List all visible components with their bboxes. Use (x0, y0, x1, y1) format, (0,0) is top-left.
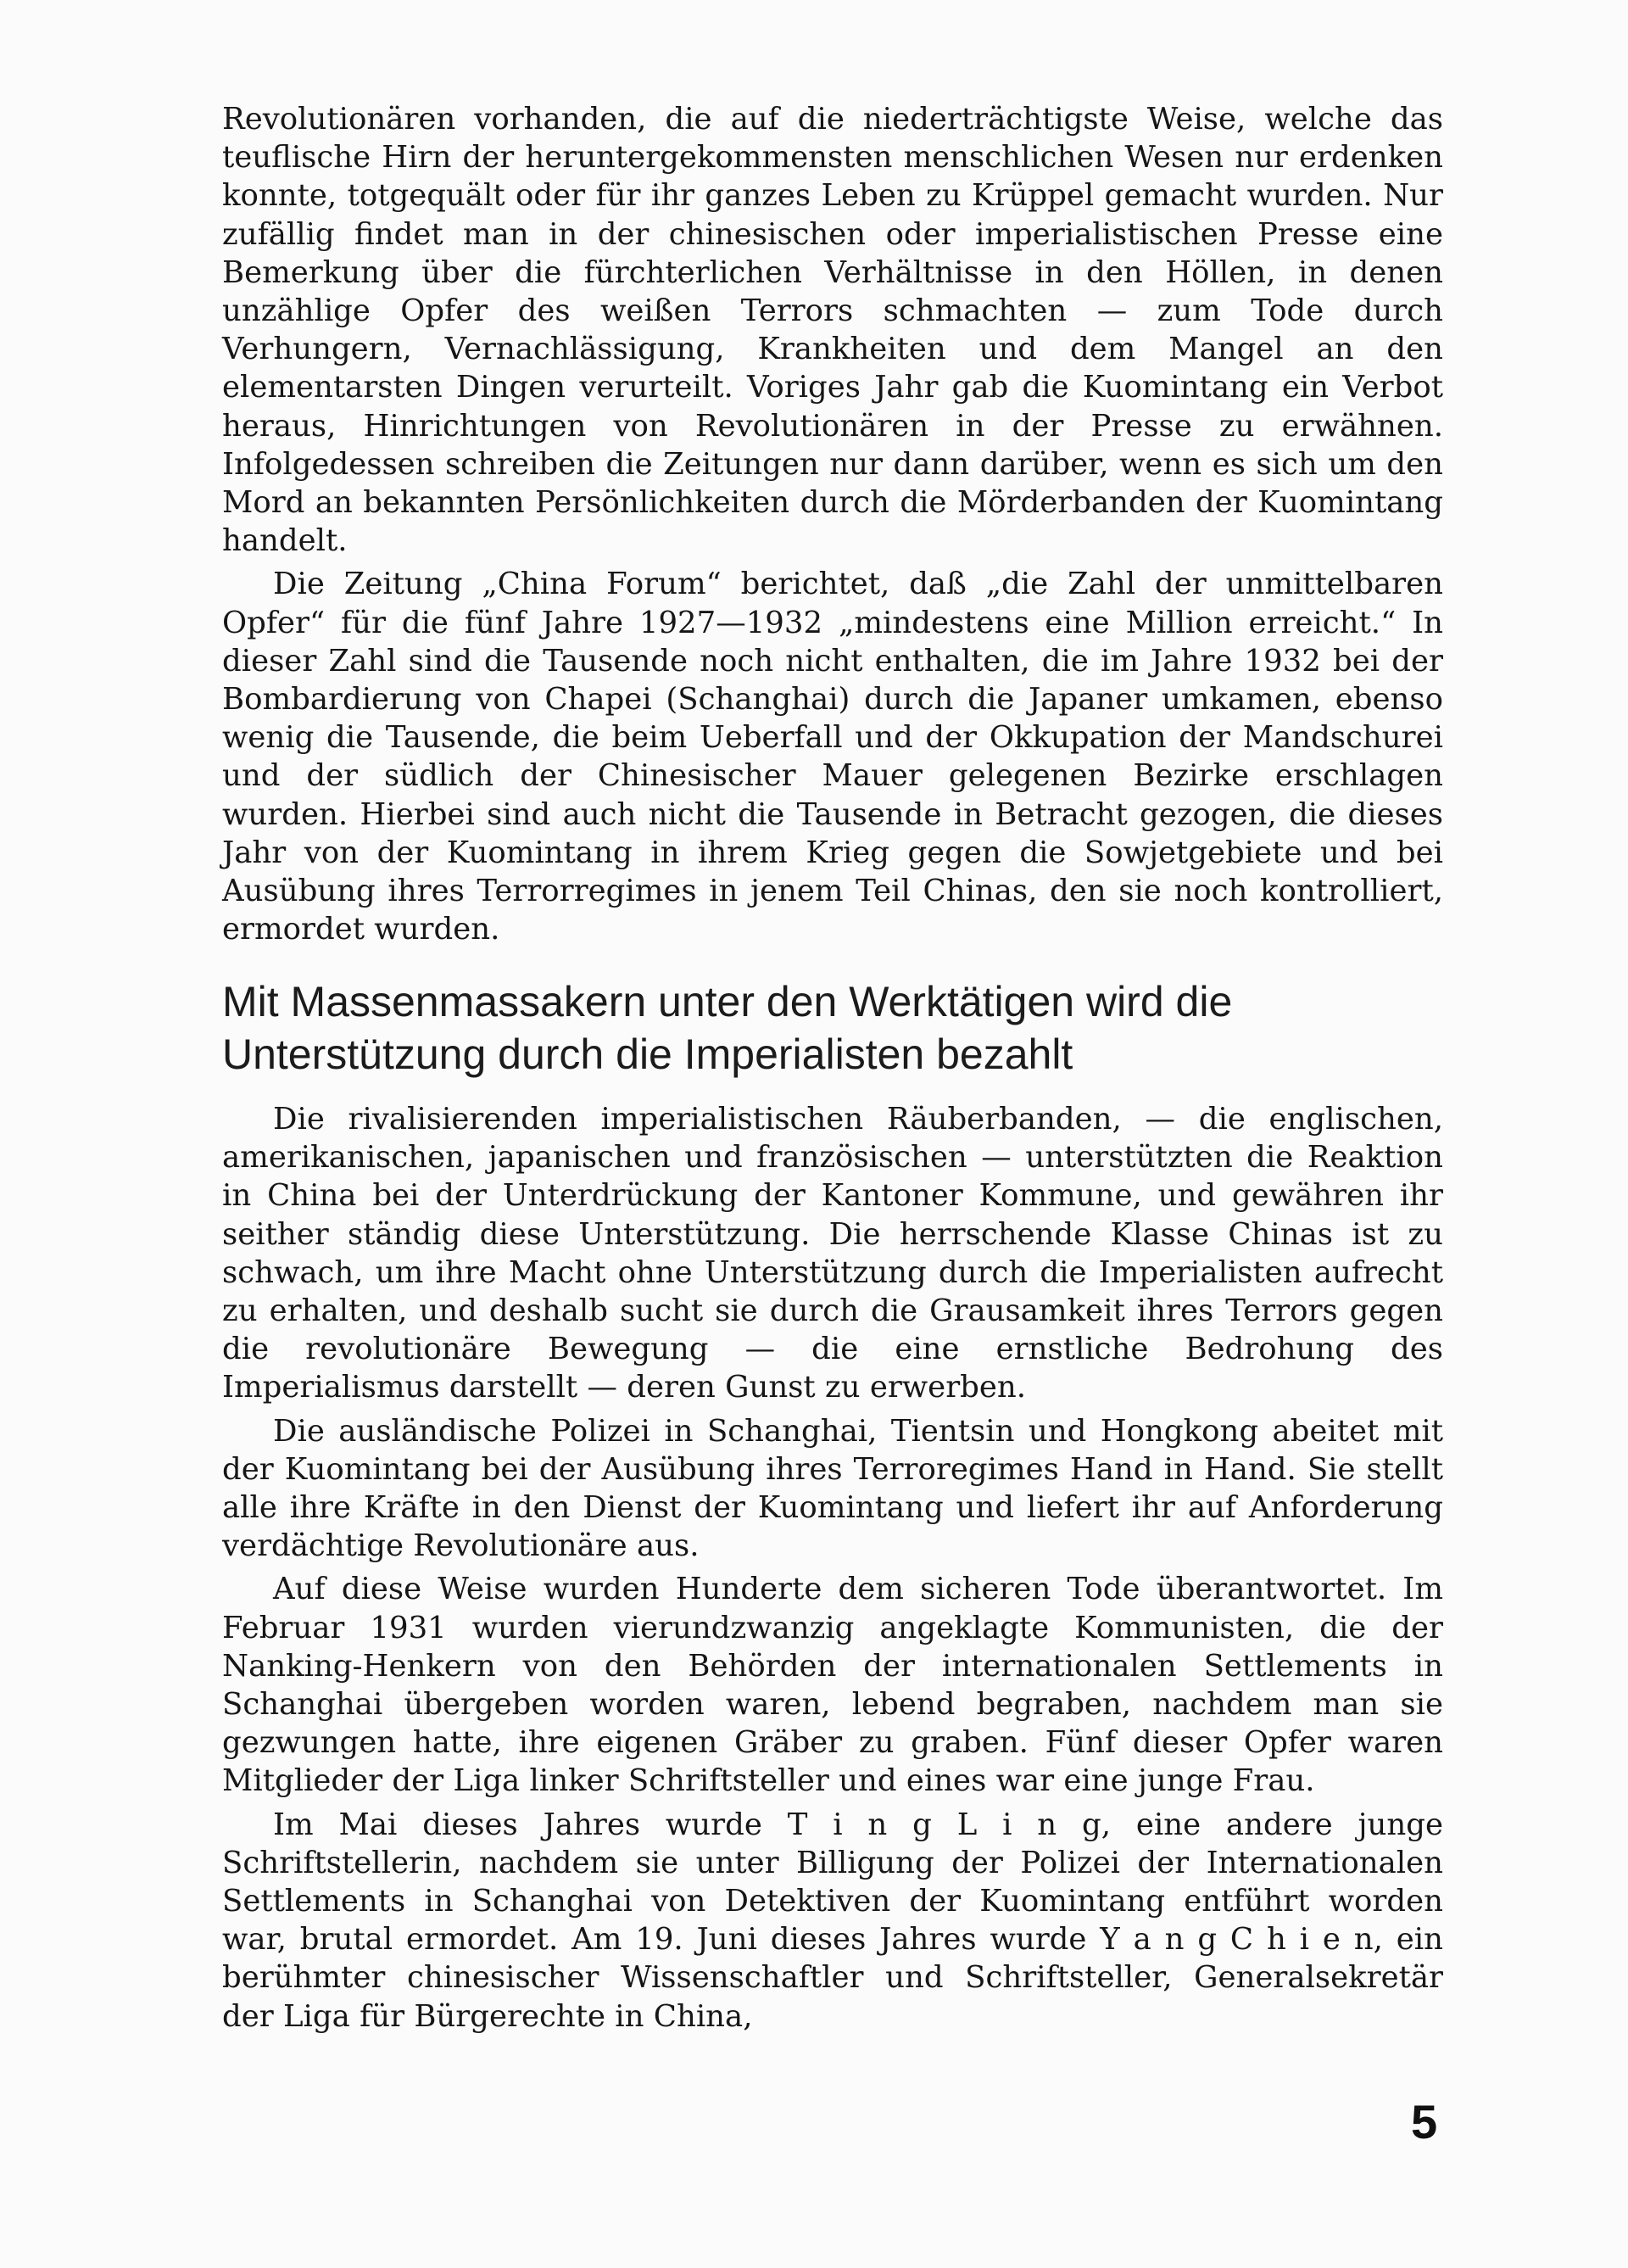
section-heading (222, 975, 1443, 1081)
paragraph: Im Mai dieses Jahres wurde T i n g L i n g, eine andere junge Schriftstellerin, nachdem sie unter Billigung der Polizei der Internationalen Settlements in Schanghai von Detektiven der Kuomintang entführt worden war, brutal ermordet. Am 19. Juni dieses Jahres wurde Y a n g C h i e n, ein berühmter chinesischer Wissenschaftler und Schriftsteller, Generalsekretär der Liga für Bürgerechte in China, (222, 1807, 1443, 2034)
paragraph: Auf diese Weise wurden Hunderte dem sicheren Tode überantwortet. Im Februar 1931 wurden vierundzwanzig angeklagte Kommunisten, die der Nanking-Henkern von den Behörden der internationalen Settlements in Schanghai übergeben worden waren, lebend begraben, nachdem man sie gezwungen hatte, ihre eigenen Gräber zu graben. Fünf dieser Opfer waren Mitglieder der Liga linker Schriftsteller und eines war eine junge Frau. (222, 1572, 1443, 1799)
page-number: 5 (1411, 2095, 1438, 2148)
section-2 (222, 1100, 1443, 2036)
paragraph: Die Zeitung „China Forum“ berichtet, daß „die Zahl der unmittelbaren Opfer“ für die fünf Jahre 1927—1932 „mindestens eine Million erreicht.“ In dieser Zahl sind die Tausende noch nicht enthalten, die im Jahre 1932 bei der Bombardierung von Chapei (Schanghai) durch die Japaner umkamen, ebenso wenig die Tausende, die beim Ueberfall und der Okkupation der Mandschurei und der südlich der Chinesischer Mauer gelegenen Bezirke erschlagen wurden. Hierbei sind auch nicht die Tausende in Betracht gezogen, die dieses Jahr von der Kuomintang in ihrem Krieg gegen die Sowjetgebiete und bei Ausübung ihres Terrorregimes in jenem Teil Chinas, den sie noch kontrolliert, ermordet wurden. (222, 567, 1443, 947)
paragraph: Revolutionären vorhanden, die auf die niederträchtigste Weise, welche das teuflische Hirn der heruntergekommensten menschlichen Wesen nur erdenken konnte, totgequält oder für ihr ganzes Leben zu Krüppel gemacht wurden. Nur zufällig findet man in der chinesischen oder imperialistischen Presse eine Bemerkung über die fürchterlichen Verhältnisse in den Höllen, in denen unzählige Opfer des weißen Terrors schmachten — zum Tode durch Verhungern, Vernachlässigung, Krankheiten und dem Mangel an den elementarsten Dingen verurteilt. Voriges Jahr gab die Kuomintang ein Verbot heraus, Hinrichtungen von Revolutionären in der Presse zu erwähnen. Infolgedessen schreiben die Zeitungen nur dann darüber, wenn es sich um den Mord an bekannten Persönlichkeiten durch die Mörderbanden der Kuomintang handelt. (222, 102, 1443, 559)
paragraph: Die rivalisierenden imperialistischen Räuberbanden, — die englischen, amerikanischen, japanischen und französischen — unterstützten die Reaktion in China bei der Unterdrückung der Kantoner Kommune, und gewähren ihr seither ständig diese Unterstützung. Die herrschende Klasse Chinas ist zu schwach, um ihre Macht ohne Unterstützung durch die Imperialisten aufrecht zu erhalten, und deshalb sucht sie durch die Grausamkeit ihres Terrors gegen die revolutionäre Bewegung — die eine ernstliche Bedrohung des Imperialismus darstellt — deren Gunst zu erwerben. (222, 1102, 1443, 1405)
heading-line-2: Unterstützung durch die Imperialisten bezahlt (222, 1031, 1073, 1078)
section-1 (222, 100, 1443, 948)
heading-line-1: Mit Massenmassakern unter den Werktätigen wird die (222, 978, 1233, 1025)
paragraph: Die ausländische Polizei in Schanghai, Tientsin und Hongkong abeitet mit der Kuomintang bei der Ausübung ihres Terroregimes Hand in Hand. Sie stellt alle ihre Kräfte in den Dienst der Kuomintang und liefert ihr auf Anforderung verdächtige Revolutionäre aus. (222, 1413, 1443, 1564)
